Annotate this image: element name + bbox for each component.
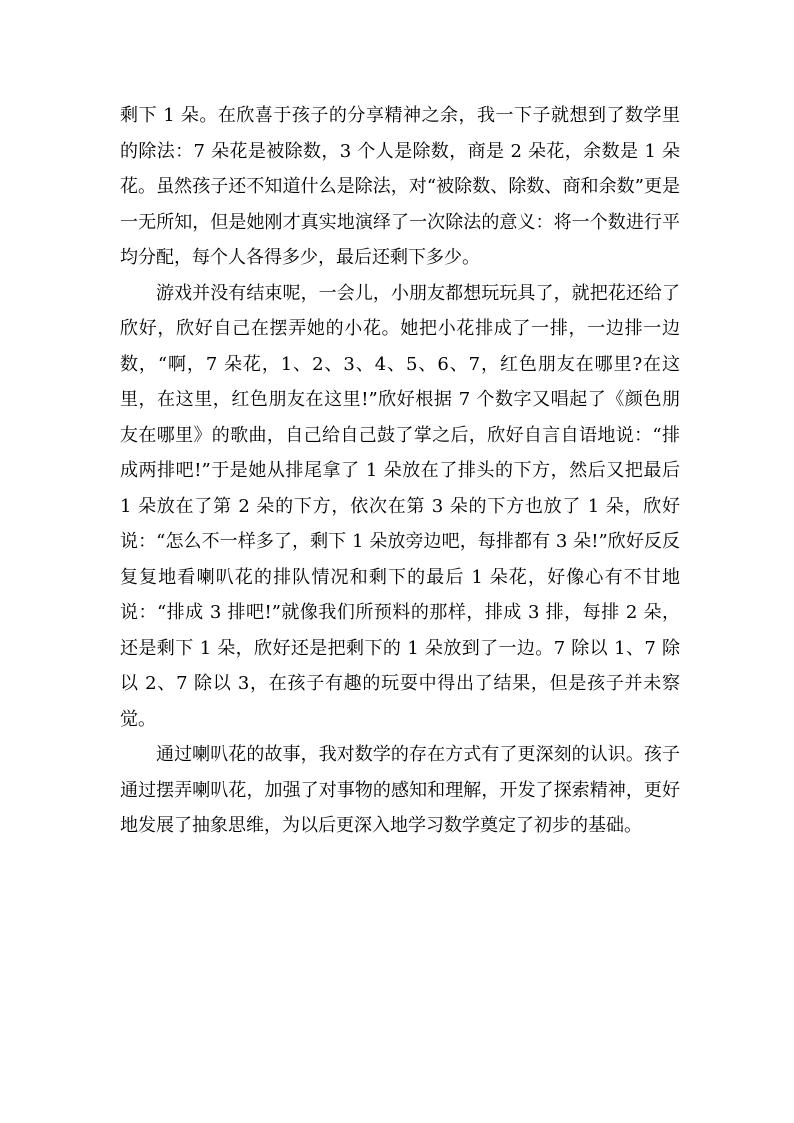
paragraph-game: 游戏并没有结束呢，一会儿，小朋友都想玩玩具了，就把花还给了欣好，欣好自己在摆弄她的小花。她把小花排成了一排，一边排一边数，“啊，7 朵花，1、2、3、4、5、6、7，红色朋友在哪里?在这里，在这里，红色朋友在这里!”欣好根据 7 个数字又唱起了《颜色朋友在哪里》的歌曲，自己给自己鼓了掌之后，欣好自言自语地说：“排成两排吧!”于是她从排尾拿了 1 朵放在了排头的下方，然后又把最后 1 朵放在了第 2 朵的下方，依次在第 3 朵的下方也放了 1 朵，欣好说：“怎么不一样多了，剩下 1 朵放旁边吧，每排都有 3 朵!”欣好反反复复地看喇叭花的排队情况和剩下的最后 1 朵花，好像心有不甘地说：“排成 3 排吧!”就像我们所预料的那样，排成 3 排，每排 2 朵，还是剩下 1 朵，欣好还是把剩下的 1 朵放到了一边。7 除以 1、7 除以 2、7 除以 3，在孩子有趣的玩耍中得出了结果，但是孩子并未察觉。 (120, 282, 680, 730)
paragraph-continuation: 剩下 1 朵。在欣喜于孩子的分享精神之余，我一下子就想到了数学里的除法：7 朵花是被除数，3 个人是除数，商是 2 朵花，余数是 1 朵花。虽然孩子还不知道什么是除法，对“被除数、除数、商和余数”更是一无所知，但是她刚才真实地演绎了一次除法的意义：将一个数进行平均分配，每个人各得多少，最后还剩下多少。 (120, 105, 680, 268)
document-body (120, 98, 680, 844)
paragraph-conclusion: 通过喇叭花的故事，我对数学的存在方式有了更深刻的认识。孩子通过摆弄喇叭花，加强了对事物的感知和理解，开发了探索精神，更好地发展了抽象思维，为以后更深入地学习数学奠定了初步的基础。 (120, 744, 680, 836)
